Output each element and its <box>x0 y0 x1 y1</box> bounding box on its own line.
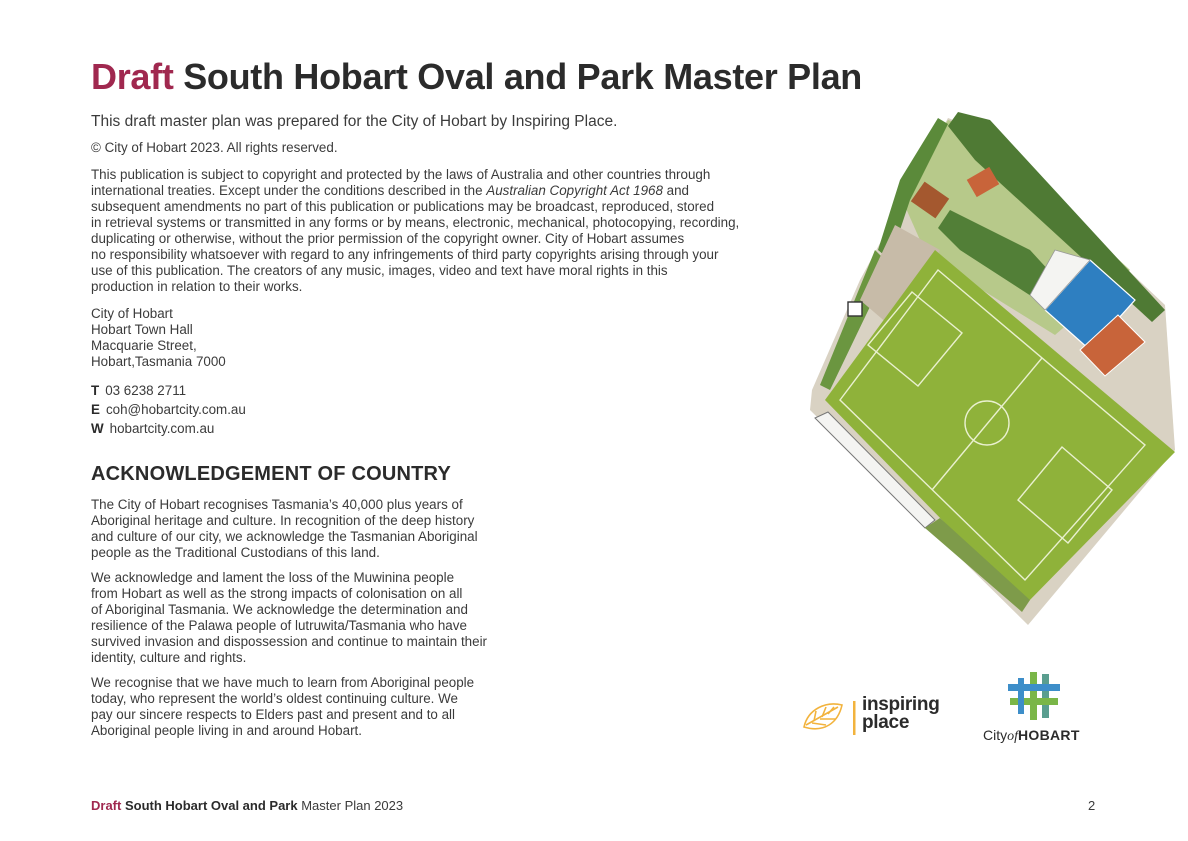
email-value[interactable]: coh@hobartcity.com.au <box>105 402 246 417</box>
page-number: 2 <box>1088 798 1096 813</box>
wordmark-hobart: HOBART <box>1018 727 1080 743</box>
wordmark-city: City <box>983 727 1008 743</box>
web-value[interactable]: hobartcity.com.au <box>109 421 215 436</box>
page-title <box>91 56 862 98</box>
logo-divider <box>853 701 856 735</box>
ack-line: today, who represent the world’s oldest continuing culture. We <box>91 691 458 706</box>
legal-line-part: international treaties. Except under the conditions described in the <box>91 183 487 198</box>
acknowledgement-paragraph-3 <box>91 675 474 739</box>
wordmark-line: place <box>862 712 910 733</box>
legal-line <box>91 183 771 199</box>
inspiring-place-wordmark <box>862 696 940 732</box>
master-plan-illustration <box>800 100 1180 630</box>
contact-email <box>91 400 246 419</box>
acknowledgement-paragraph-2 <box>91 570 487 666</box>
title-main: South Hobart Oval and Park Master Plan <box>173 56 862 97</box>
wordmark-line: inspiring <box>862 694 940 715</box>
phone-value: 03 6238 2711 <box>105 383 187 398</box>
ack-line: from Hobart as well as the strong impacts of colonisation on all <box>91 586 463 601</box>
ack-line: identity, culture and rights. <box>91 650 247 665</box>
acknowledgement-heading: ACKNOWLEDGEMENT OF COUNTRY <box>91 463 451 485</box>
legal-line: This publication is subject to copyright and protected by the laws of Australia and other countries through <box>91 167 711 182</box>
web-label: W <box>91 421 104 436</box>
contact-phone <box>91 381 246 400</box>
city-of-hobart-logo-mark <box>1006 670 1062 722</box>
ack-line: of Aboriginal Tasmania. We acknowledge the determination and <box>91 602 468 617</box>
address-line: Hobart,Tasmania 7000 <box>91 354 226 369</box>
ack-line: pay our sincere respects to Elders past and present and to all <box>91 707 455 722</box>
ack-line: Aboriginal heritage and culture. In recognition of the deep history <box>91 513 475 528</box>
address-block <box>91 306 226 370</box>
legal-text <box>91 167 771 295</box>
clubroom <box>848 302 862 316</box>
ack-line: Aboriginal people living in and around Hobart. <box>91 723 362 738</box>
legal-line: no responsibility whatsoever with regard to any infringements of third party copyrights arising through your <box>91 247 719 262</box>
footer-name: South Hobart Oval and Park <box>121 798 298 813</box>
contact-web <box>91 419 246 438</box>
legal-line: duplicating or otherwise, without the prior permission of the copyright owner. City of Hobart assumes <box>91 231 685 246</box>
copyright-text: © City of Hobart 2023. All rights reserved. <box>91 140 338 155</box>
footer-draft: Draft <box>91 798 122 813</box>
copyright-act-title: Australian Copyright Act 1968 <box>486 183 663 198</box>
footer-rest: Master Plan 2023 <box>297 798 404 813</box>
footer-title <box>91 798 403 813</box>
intro-text: This draft master plan was prepared for the City of Hobart by Inspiring Place. <box>91 113 618 130</box>
acknowledgement-paragraph-1 <box>91 497 478 561</box>
legal-line: production in relation to their works. <box>91 279 303 294</box>
address-line: Macquarie Street, <box>91 338 197 353</box>
address-line: City of Hobart <box>91 306 173 321</box>
city-of-hobart-wordmark <box>983 727 1080 745</box>
legal-line-part: and <box>662 183 689 198</box>
leaf-icon <box>804 704 842 729</box>
ack-line: We recognise that we have much to learn from Aboriginal people <box>91 675 475 690</box>
phone-label: T <box>91 383 100 398</box>
ack-line: people as the Traditional Custodians of this land. <box>91 545 380 560</box>
legal-line: in retrieval systems or transmitted in any forms or by means, electronic, mechanical, photocopying, recording, <box>91 215 740 230</box>
ack-line: We acknowledge and lament the loss of the Muwinina people <box>91 570 455 585</box>
email-label: E <box>91 402 100 417</box>
ack-line: resilience of the Palawa people of lutruwita/Tasmania who have <box>91 618 467 633</box>
wordmark-of: of <box>1007 729 1019 744</box>
legal-line: use of this publication. The creators of any music, images, video and text have moral rights in this <box>91 263 668 278</box>
ack-line: The City of Hobart recognises Tasmania’s 40,000 plus years of <box>91 497 463 512</box>
legal-line: subsequent amendments no part of this publication or publications may be broadcast, reproduced, stored <box>91 199 715 214</box>
address-line: Hobart Town Hall <box>91 322 193 337</box>
title-draft: Draft <box>91 56 174 97</box>
ack-line: survived invasion and dispossession and continue to maintain their <box>91 634 488 649</box>
contact-block <box>91 381 246 438</box>
ack-line: and culture of our city, we acknowledge the Tasmanian Aboriginal <box>91 529 478 544</box>
